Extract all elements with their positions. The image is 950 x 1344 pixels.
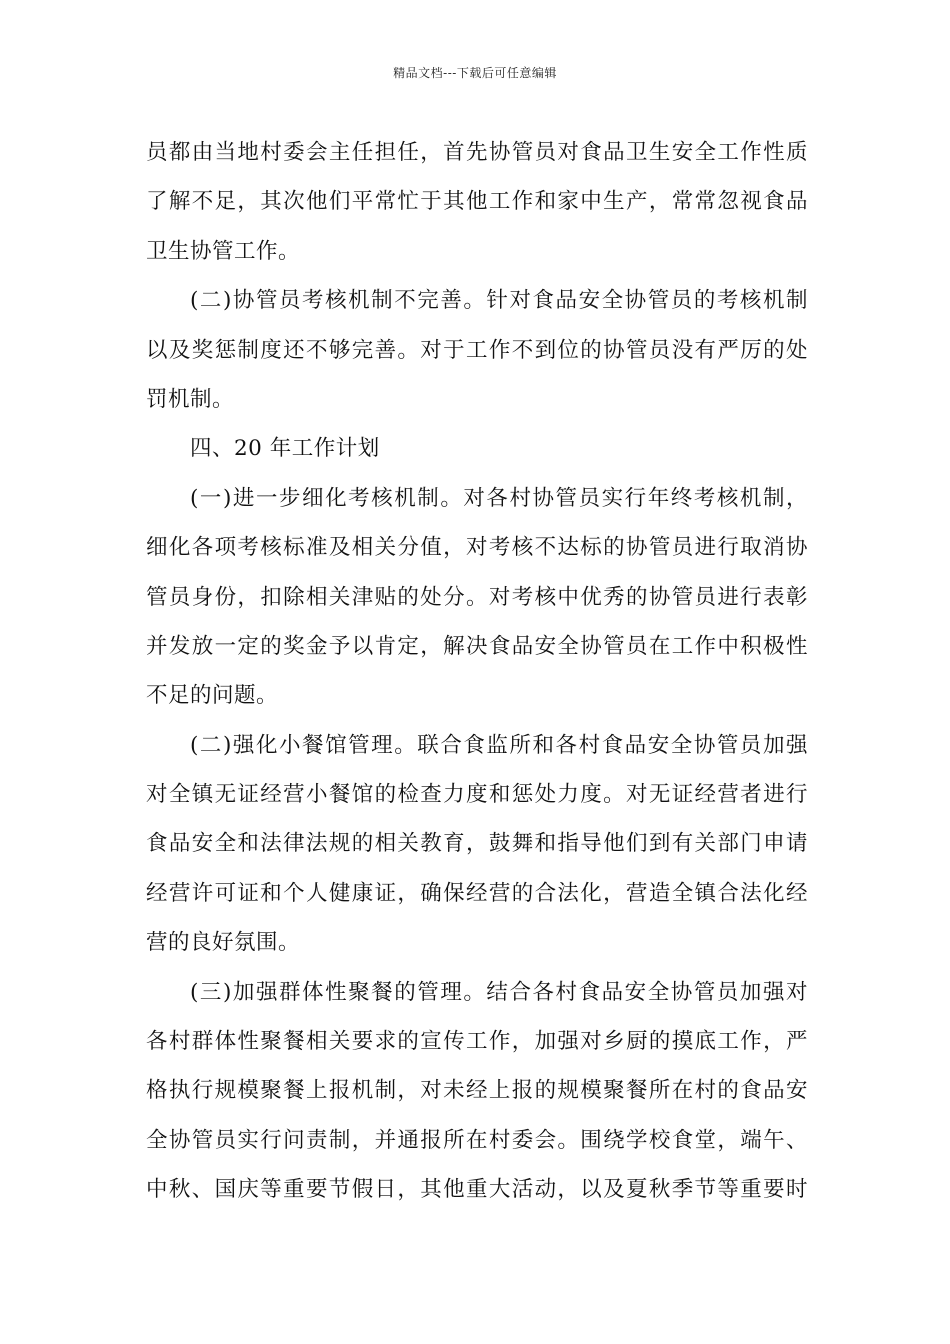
text-line: 管员身份，扣除相关津贴的处分。对考核中优秀的协管员进行表彰 [146, 584, 808, 610]
text-line: 以及奖惩制度还不够完善。对于工作不到位的协管员没有严厉的处 [146, 337, 808, 363]
section-heading: 四、20 年工作计划 [190, 436, 380, 462]
text-line: 并发放一定的奖金予以肯定，解决食品安全协管员在工作中积极性 [146, 633, 808, 659]
text-line: 经营许可证和个人健康证，确保经营的合法化，营造全镇合法化经 [146, 880, 808, 906]
page-header: 精品文档---下载后可任意编辑 [393, 66, 557, 80]
text-line: 对全镇无证经营小餐馆的检查力度和惩处力度。对无证经营者进行 [146, 782, 808, 808]
document-body [146, 128, 808, 1215]
text-line: 中秋、国庆等重要节假日，其他重大活动，以及夏秋季节等重要时 [146, 1177, 808, 1203]
text-line: 细化各项考核标准及相关分值，对考核不达标的协管员进行取消协 [146, 535, 808, 561]
text-line: 格执行规模聚餐上报机制，对未经上报的规模聚餐所在村的食品安 [146, 1078, 808, 1104]
text-line: 全协管员实行问责制，并通报所在村委会。围绕学校食堂，端午、 [146, 1127, 808, 1153]
paragraph-first-line: (一)进一步细化考核机制。对各村协管员实行年终考核机制， [190, 485, 808, 511]
text-line: 营的良好氛围。 [146, 930, 301, 956]
text-line: 员都由当地村委会主任担任，首先协管员对食品卫生安全工作性质 [146, 140, 808, 165]
text-line: 不足的问题。 [146, 683, 279, 709]
paragraph-first-line: (二)协管员考核机制不完善。针对食品安全协管员的考核机制 [190, 288, 808, 314]
text-line: 各村群体性聚餐相关要求的宣传工作，加强对乡厨的摸底工作，严 [146, 1029, 808, 1055]
text-line: 卫生协管工作。 [146, 238, 301, 264]
text-line: 了解不足，其次他们平常忙于其他工作和家中生产，常常忽视食品 [146, 189, 808, 215]
paragraph-first-line: (二)强化小餐馆管理。联合食监所和各村食品安全协管员加强 [190, 732, 808, 758]
text-line: 罚机制。 [146, 386, 235, 412]
text-line: 食品安全和法律法规的相关教育，鼓舞和指导他们到有关部门申请 [146, 831, 808, 857]
paragraph-first-line: (三)加强群体性聚餐的管理。结合各村食品安全协管员加强对 [190, 979, 808, 1005]
